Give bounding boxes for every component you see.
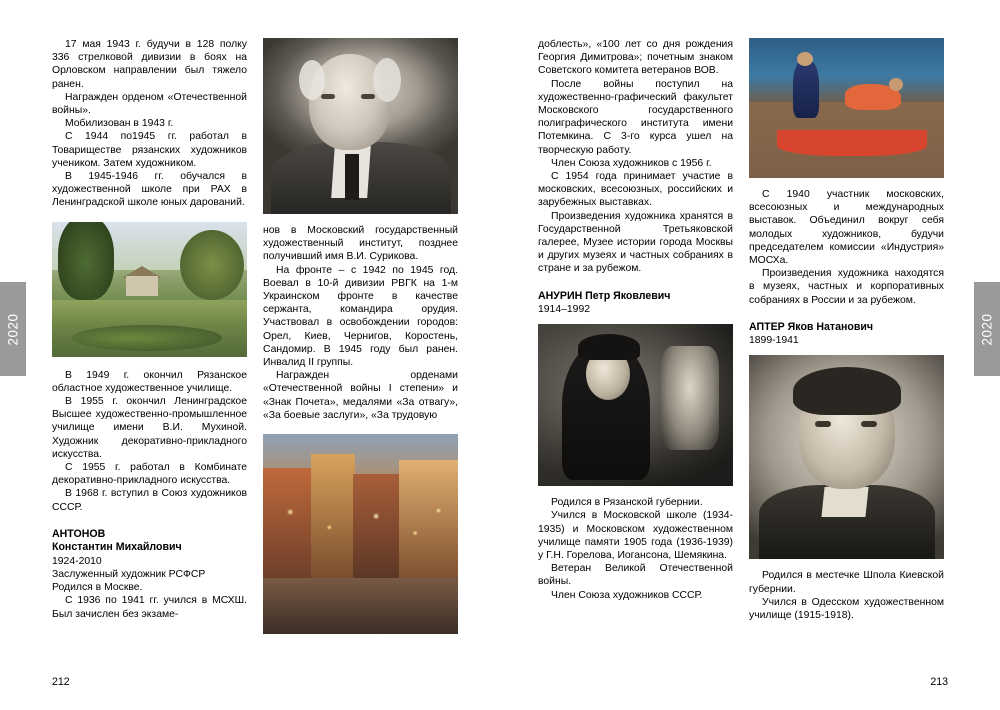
- paragraph: В 1955 г. окончил Ленинградское Высшее художественно-промышленное училище имени В.И. Мухиной. Художник декоративно-прикладного искусства.: [52, 396, 247, 460]
- right-page-columns: [538, 38, 948, 638]
- portrait-photo-anurin-image: [538, 324, 733, 486]
- paragraph: Произведения художника хранятся в Государственной Третьяковской галерее, Музее истории города Москвы и других музеях и частных собраниях в стране и за рубежом.: [538, 210, 733, 275]
- page-number-right: 213: [930, 676, 948, 688]
- page-number-left: 212: [52, 676, 70, 688]
- figure-hat: [578, 334, 640, 360]
- fishermen-painting-image: [749, 38, 944, 178]
- tree-left: [58, 222, 114, 300]
- entry-dates: 1914–1992: [538, 304, 591, 316]
- entry-surname: АНТОНОВ: [52, 527, 106, 540]
- paragraph: Родился в Рязанской губернии.: [551, 497, 703, 509]
- left-page-columns: [52, 38, 462, 638]
- city-street-painting-image: [263, 434, 458, 634]
- paragraph: 17 мая 1943 г. будучи в 128 полку 336 стрелковой дивизии в боях на Орловском направлении был тяжело ранен.: [52, 39, 247, 90]
- portrait-eye-right: [861, 421, 877, 427]
- portrait-hair-right: [373, 58, 401, 102]
- paragraph: На фронте – с 1942 по 1945 год. Воевал в 10-й дивизии РВГК на 1-м Украинском фронте в качестве сержанта, командира орудия. Участвовал в освобождении городов: Орел, Киев, Чернигов, Коростень, Сандомир. В 1945 году был ранен. Инвалид II группы.: [263, 264, 458, 369]
- house-body: [126, 276, 158, 296]
- paragraph: В 1945-1946 гг. обучался в художественной школе при РАХ в Ленинградской школе юных дарований.: [52, 171, 247, 209]
- paragraph: доблесть», «100 лет со дня рождения Георгия Димитрова»; почетным знаком Советского комитета ветеранов ВОВ.: [538, 39, 733, 77]
- landscape-painting-image: [52, 222, 247, 357]
- portrait-hair: [793, 367, 901, 415]
- portrait-eye-left: [321, 94, 335, 99]
- street-region: [263, 578, 458, 634]
- entry-dates: 1899-1941: [749, 335, 799, 347]
- paragraph: После войны поступил на художественно-графический факультет Московского государственного полиграфического института имени Потемкина. С 3-го курса ушел на творческую работу.: [538, 78, 733, 156]
- paragraph: нов в Московский государственный художественный институт, позднее получивший имя В.И. Сурикова.: [263, 225, 458, 263]
- paragraph: В 1949 г. окончил Рязанское областное художественное училище.: [52, 369, 247, 394]
- portrait-tie: [345, 154, 359, 200]
- standing-figure: [793, 60, 819, 118]
- street-lights: [263, 498, 458, 568]
- paragraph: Произведения художника находятся в музеях, частных и корпоративных собраниях в России и за рубежом.: [749, 268, 944, 306]
- paragraph: В 1968 г. вступил в Союз художников СССР.: [52, 488, 247, 513]
- entry-dates: 1924-2010: [52, 555, 102, 567]
- entry-surname: АПТЕР Яков Натанович: [749, 320, 874, 333]
- bush-region: [72, 325, 222, 351]
- right-page: [500, 0, 1000, 710]
- paragraph: С 1954 года принимает участие в московских, всесоюзных, российских и зарубежных выставках.: [538, 171, 733, 209]
- entry-surname: АНУРИН Петр Яковлевич: [538, 289, 671, 302]
- bending-figure-head: [889, 78, 903, 91]
- paragraph: Мобилизован в 1943 г.: [65, 118, 174, 130]
- left-page-column-1: [52, 38, 247, 638]
- paragraph: Член Союза художников СССР.: [551, 589, 703, 601]
- paragraph: С 1955 г. работал в Комбинате декоративно-прикладного искусства.: [52, 462, 247, 487]
- year-tab-left: [0, 282, 26, 376]
- year-tab-right-label: 2020: [979, 312, 995, 346]
- portrait-eye-right: [361, 94, 375, 99]
- tree-right: [180, 230, 244, 300]
- paragraph: С 1940 участник московских, всесоюзных и международных выставок. Объединил вокруг себя молодых художников, будучи председателем комиссии «Индустрия» МОСХа.: [749, 189, 944, 267]
- paragraph: Родился в местечке Шпола Киевской губернии.: [749, 570, 944, 595]
- year-tab-right: [974, 282, 1000, 376]
- left-page-column-2: [263, 38, 458, 638]
- portrait-eye-left: [815, 421, 831, 427]
- boat-shape: [777, 130, 927, 156]
- paragraph: Ветеран Великой Отечественной войны.: [538, 563, 733, 588]
- year-tab-left-label: 2020: [5, 312, 21, 346]
- paragraph: С 1944 по1945 гг. работал в Товариществе рязанских художников учеником. Затем художником.: [52, 131, 247, 169]
- paragraph: Заслуженный художник РСФСР: [52, 568, 206, 580]
- paragraph: Награжден орденами «Отечественной войны I степени» и «Знак Почета», медалями «За отвагу», «За боевые заслуги», «За трудовую: [263, 370, 458, 421]
- paragraph: Учился в Одесском художественном училище (1915-1918).: [749, 596, 944, 622]
- paragraph: Родился в Москве.: [52, 582, 143, 594]
- standing-figure-head: [797, 52, 813, 66]
- window-light-region: [661, 346, 719, 450]
- portrait-collar: [821, 487, 868, 517]
- paragraph: Член Союза художников с 1956 г.: [551, 157, 712, 169]
- portrait-photo-antonov-image: [263, 38, 458, 214]
- right-page-column-1: [538, 38, 733, 638]
- entry-given-name: Константин Михайлович: [52, 541, 182, 554]
- paragraph: С 1936 по 1941 гг. учился в МСХШ. Был зачислен без экзаме-: [52, 595, 247, 620]
- portrait-photo-apter-image: [749, 355, 944, 559]
- paragraph: Награжден орденом «Отечественной войны».: [52, 91, 247, 117]
- paragraph: Учился в Московской школе (1934-1935) и Московском художественном училище памяти 1905 года (1936-1939) у Г.Н. Горелова, Иогансона, Шемякина.: [538, 510, 733, 562]
- right-page-column-2: [749, 38, 944, 638]
